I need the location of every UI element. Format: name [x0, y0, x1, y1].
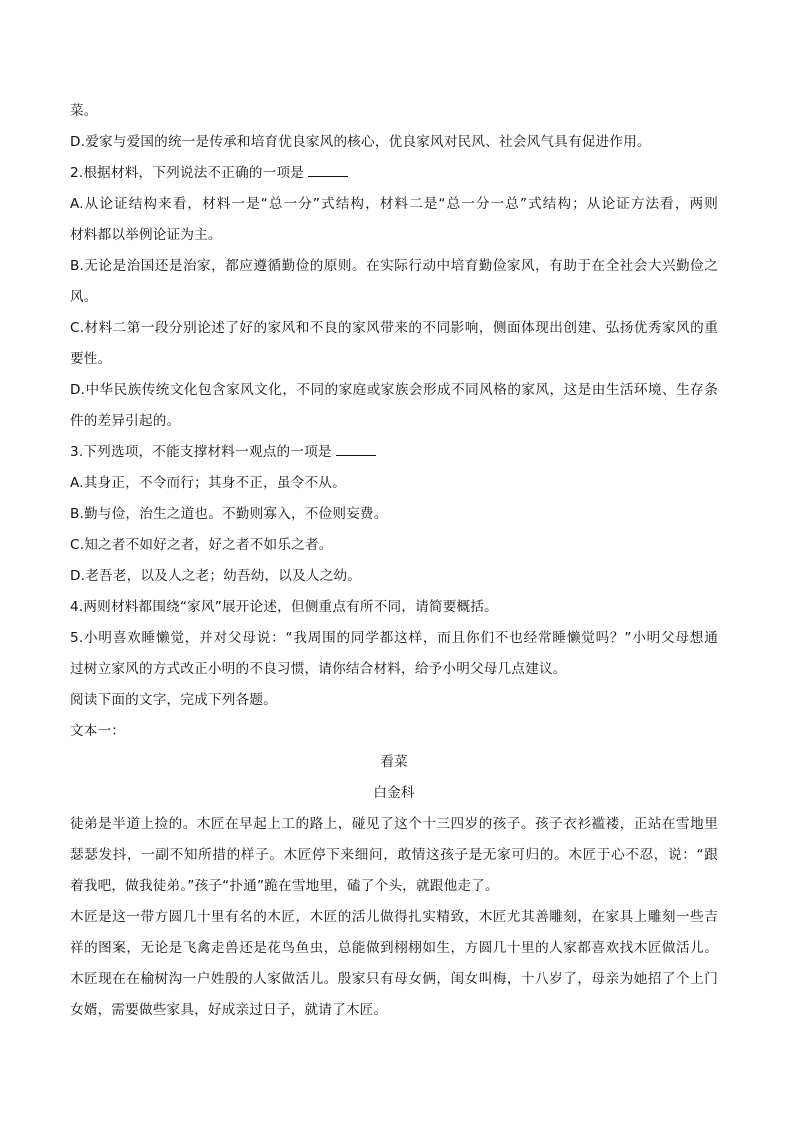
text-line: [70, 778, 718, 809]
text-line: [70, 127, 718, 158]
text-line: [70, 96, 718, 127]
line-text: B.勤与俭，治生之道也。不勤则寡入，不俭则妄费。: [70, 506, 388, 522]
text-line: [70, 251, 718, 282]
text-line: [70, 437, 718, 468]
text-line: [70, 654, 718, 685]
answer-blank: [308, 164, 348, 177]
line-text: 着我吧，做我徒弟。”孩子“扑通”跪在雪地里，磕了个头，就跟他走了。: [70, 878, 499, 894]
text-line: [70, 933, 718, 964]
line-text: 3.下列选项，不能支撑材料一观点的一项是: [70, 444, 332, 460]
line-text: 件的差异引起的。: [70, 413, 181, 429]
text-line: [70, 747, 718, 778]
answer-blank: [336, 443, 376, 456]
text-line: [70, 189, 718, 220]
line-text: A.其身正，不令而行；其身不正，虽令不从。: [70, 475, 346, 491]
line-text: 风。: [70, 289, 98, 305]
line-text: D.爱家与爱国的统一是传承和培育优良家风的核心，优良家风对民风、社会风气具有促进作用。: [70, 134, 651, 150]
line-text: 4.两则材料都围绕“家风”展开论述，但侧重点有所不同，请简要概括。: [70, 599, 498, 615]
text-line: [70, 964, 718, 995]
line-text: D.老吾老，以及人之老；幼吾幼，以及人之幼。: [70, 568, 362, 584]
line-text: 要性。: [70, 351, 112, 367]
line-text: 木匠是这一带方圆几十里有名的木匠，木匠的活儿做得扎实精致，木匠尤其善雕刻，在家具上雕刻一些吉: [70, 909, 718, 925]
text-line: [70, 158, 718, 189]
text-line: [70, 313, 718, 344]
text-line: [70, 902, 718, 933]
line-text: 阅读下面的文字，完成下列各题。: [70, 692, 277, 708]
line-text: C.知之者不如好之者，好之者不如乐之者。: [70, 537, 333, 553]
text-line: [70, 530, 718, 561]
text-line: [70, 995, 718, 1026]
line-text: 2.根据材料，下列说法不正确的一项是: [70, 165, 305, 181]
line-text: 文本一：: [70, 723, 126, 739]
text-line: [70, 809, 718, 840]
text-line: [70, 499, 718, 530]
line-text: 木匠现在在榆树沟一户姓殷的人家做活儿。殷家只有母女俩，闺女叫梅，十八岁了，母亲为她招了个上门: [70, 971, 718, 987]
text-line: [70, 375, 718, 406]
text-line: [70, 716, 718, 747]
text-line: [70, 685, 718, 716]
line-text: 材料都以举例论证为主。: [70, 227, 222, 243]
text-line: [70, 220, 718, 251]
text-line: [70, 592, 718, 623]
text-line: [70, 871, 718, 902]
text-line: [70, 623, 718, 654]
line-text: 女婿，需要做些家具，好成亲过日子，就请了木匠。: [70, 1002, 388, 1018]
line-text: 看菜: [380, 754, 408, 770]
line-text: 瑟瑟发抖，一副不知所措的样子。木匠停下来细问，敢情这孩子是无家可归的。木匠于心不忍，说：“跟: [70, 847, 718, 863]
line-text: 徒弟是半道上捡的。木匠在早起上工的路上，碰见了这个十三四岁的孩子。孩子衣衫褴褛，正站在雪地里: [70, 816, 718, 832]
text-line: [70, 468, 718, 499]
line-text: A.从论证结构来看，材料一是“总一分”式结构，材料二是“总一分一总”式结构；从论证方法看，两则: [70, 196, 718, 212]
text-line: [70, 406, 718, 437]
text-line: [70, 840, 718, 871]
text-line: [70, 344, 718, 375]
line-text: B.无论是治国还是治家，都应遵循勤俭的原则。在实际行动中培育勤俭家风，有助于在全社会大兴勤俭之: [70, 258, 718, 274]
line-text: 5.小明喜欢睡懒觉，并对父母说：“我周围的同学都这样，而且你们不也经常睡懒觉吗？”小明父母想通: [70, 630, 718, 646]
line-text: 菜。: [70, 103, 98, 119]
document-page: [70, 96, 718, 1026]
line-text: 祥的图案，无论是飞禽走兽还是花鸟鱼虫，总能做到栩栩如生，方圆几十里的人家都喜欢找木匠做活儿。: [70, 940, 718, 956]
line-text: C.材料二第一段分别论述了好的家风和不良的家风带来的不同影响，侧面体现出创建、弘扬优秀家风的重: [70, 320, 718, 336]
text-line: [70, 561, 718, 592]
line-text: D.中华民族传统文化包含家风文化，不同的家庭或家族会形成不同风格的家风，这是由生活环境、生存条: [70, 382, 718, 398]
line-text: 过树立家风的方式改正小明的不良习惯，请你结合材料，给予小明父母几点建议。: [70, 661, 567, 677]
text-line: [70, 282, 718, 313]
line-text: 白金科: [373, 785, 415, 801]
